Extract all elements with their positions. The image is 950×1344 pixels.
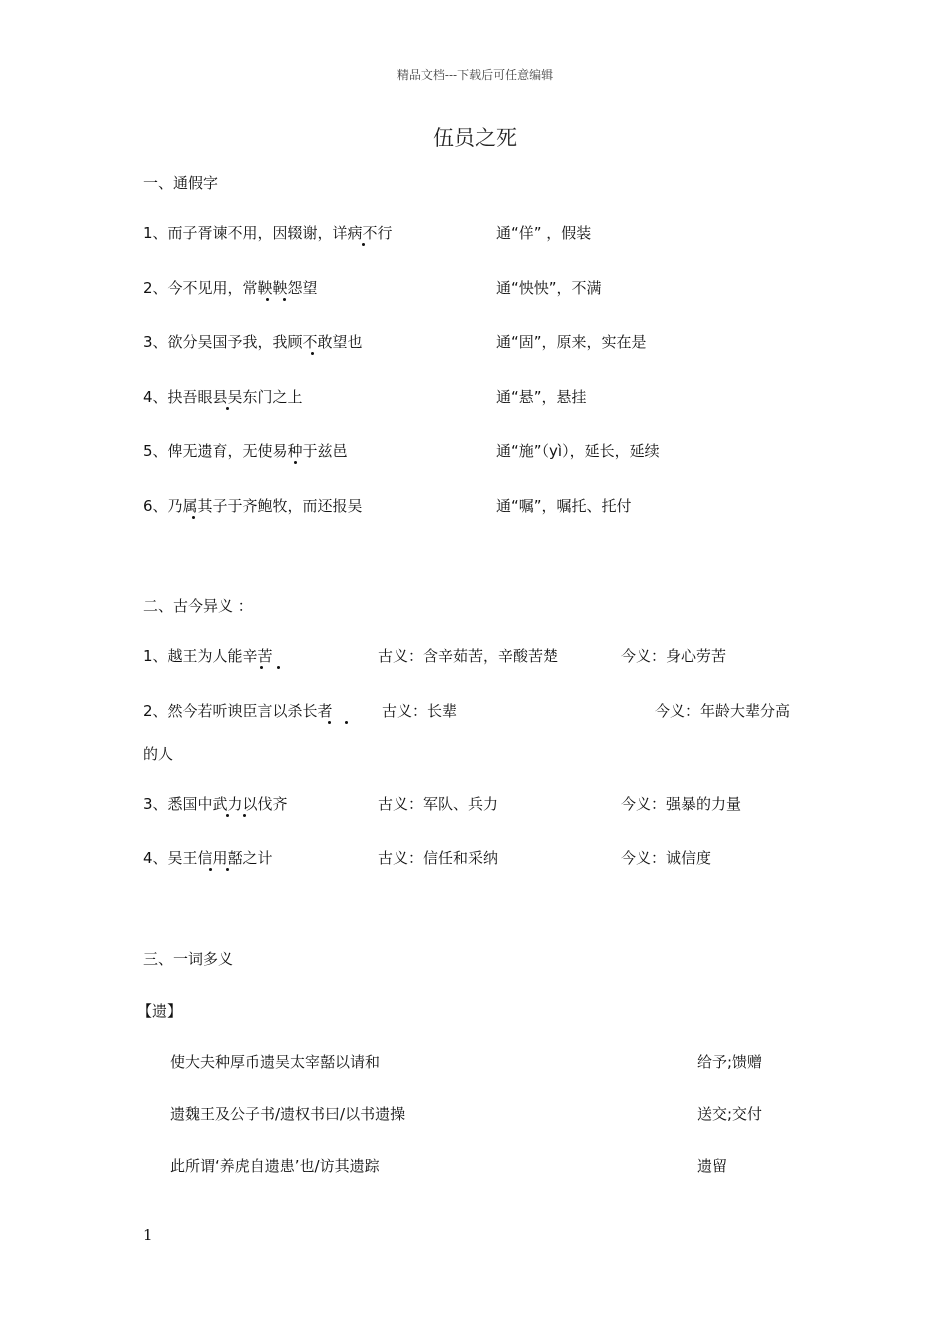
guijin-old-3: 古义：军队、兵力 <box>378 795 499 813</box>
guijin-sentence-1: 1、越王为人能辛苦 <box>143 647 273 665</box>
emphasis-dot <box>260 666 263 669</box>
tongjia-note-4: 通“悬”，悬挂 <box>496 388 587 406</box>
guijin-new-4: 今义：诚信度 <box>621 849 712 867</box>
tongjia-note-1: 通“佯” ，假装 <box>496 224 592 242</box>
emphasis-dot <box>226 868 229 871</box>
section-heading-guijin: 二、古今异义 ： <box>143 597 253 615</box>
polysemy-meaning-3: 遗留 <box>697 1157 728 1175</box>
emphasis-dot <box>209 868 212 871</box>
emphasis-dot <box>226 814 229 817</box>
guijin-sentence-3: 3、悉国中武力以伐齐 <box>143 795 288 813</box>
polysemy-example-1: 使大夫种厚币遗吴太宰嚭以请和 <box>170 1053 381 1071</box>
page-title: 伍员之死 <box>433 126 517 150</box>
guijin-new-3: 今义：强暴的力量 <box>621 795 742 813</box>
tongjia-note-3: 通“固”，原来，实在是 <box>496 333 647 351</box>
tongjia-sentence-4: 4、抉吾眼县吴东门之上 <box>143 388 303 406</box>
tongjia-sentence-1: 1、而子胥谏不用，因辍谢，详病不行 <box>143 224 393 242</box>
tongjia-note-6: 通“嘱”，嘱托、托付 <box>496 497 632 515</box>
polysemy-example-3: 此所谓‘养虎自遗患’也/访其遗踪 <box>170 1157 380 1175</box>
polysemy-meaning-2: 送交;交付 <box>697 1105 763 1123</box>
emphasis-dot <box>294 461 297 464</box>
polysemy-example-2: 遗魏王及公子书/遗权书曰/以书遗操 <box>170 1105 406 1123</box>
tongjia-note-5: 通“施”（yì），延长，延续 <box>496 442 660 460</box>
page-header: 精品文档---下载后可任意编辑 <box>396 68 554 82</box>
emphasis-dot <box>283 298 286 301</box>
polysemy-head-word: 【遗】 <box>137 1002 183 1020</box>
guijin-new-1: 今义：身心劳苦 <box>621 647 727 665</box>
guijin-new-2-continued: 的人 <box>143 745 174 763</box>
tongjia-note-2: 通“怏怏”，不满 <box>496 279 602 297</box>
polysemy-meaning-1: 给予;馈赠 <box>697 1053 763 1071</box>
emphasis-dot <box>328 721 331 724</box>
emphasis-dot <box>311 352 314 355</box>
tongjia-sentence-6: 6、乃属其子于齐鲍牧，而还报吴 <box>143 497 363 515</box>
emphasis-dot <box>362 243 365 246</box>
guijin-old-4: 古义：信任和采纳 <box>378 849 499 867</box>
emphasis-dot <box>226 407 229 410</box>
section-heading-tongjia: 一、通假字 <box>143 174 219 192</box>
emphasis-dot <box>243 814 246 817</box>
section-heading-polysemy: 三、一词多义 <box>143 950 234 968</box>
tongjia-sentence-2: 2、今不见用，常鞅鞅怨望 <box>143 279 318 297</box>
emphasis-dot <box>277 666 280 669</box>
guijin-sentence-4: 4、吴王信用嚭之计 <box>143 849 273 867</box>
guijin-old-2: 古义：长辈 <box>382 702 458 720</box>
guijin-sentence-2: 2、然今若听谀臣言以杀长者 <box>143 702 333 720</box>
emphasis-dot <box>345 721 348 724</box>
guijin-new-2: 今义：年龄大辈分高 <box>655 702 791 720</box>
tongjia-sentence-3: 3、欲分吴国予我，我顾不敢望也 <box>143 333 363 351</box>
emphasis-dot <box>266 298 269 301</box>
guijin-old-1: 古义：含辛茹苦，辛酸苦楚 <box>378 647 559 665</box>
emphasis-dot <box>192 516 195 519</box>
page-number: 1 <box>143 1226 153 1244</box>
tongjia-sentence-5: 5、俾无遗育，无使易种于兹邑 <box>143 442 348 460</box>
